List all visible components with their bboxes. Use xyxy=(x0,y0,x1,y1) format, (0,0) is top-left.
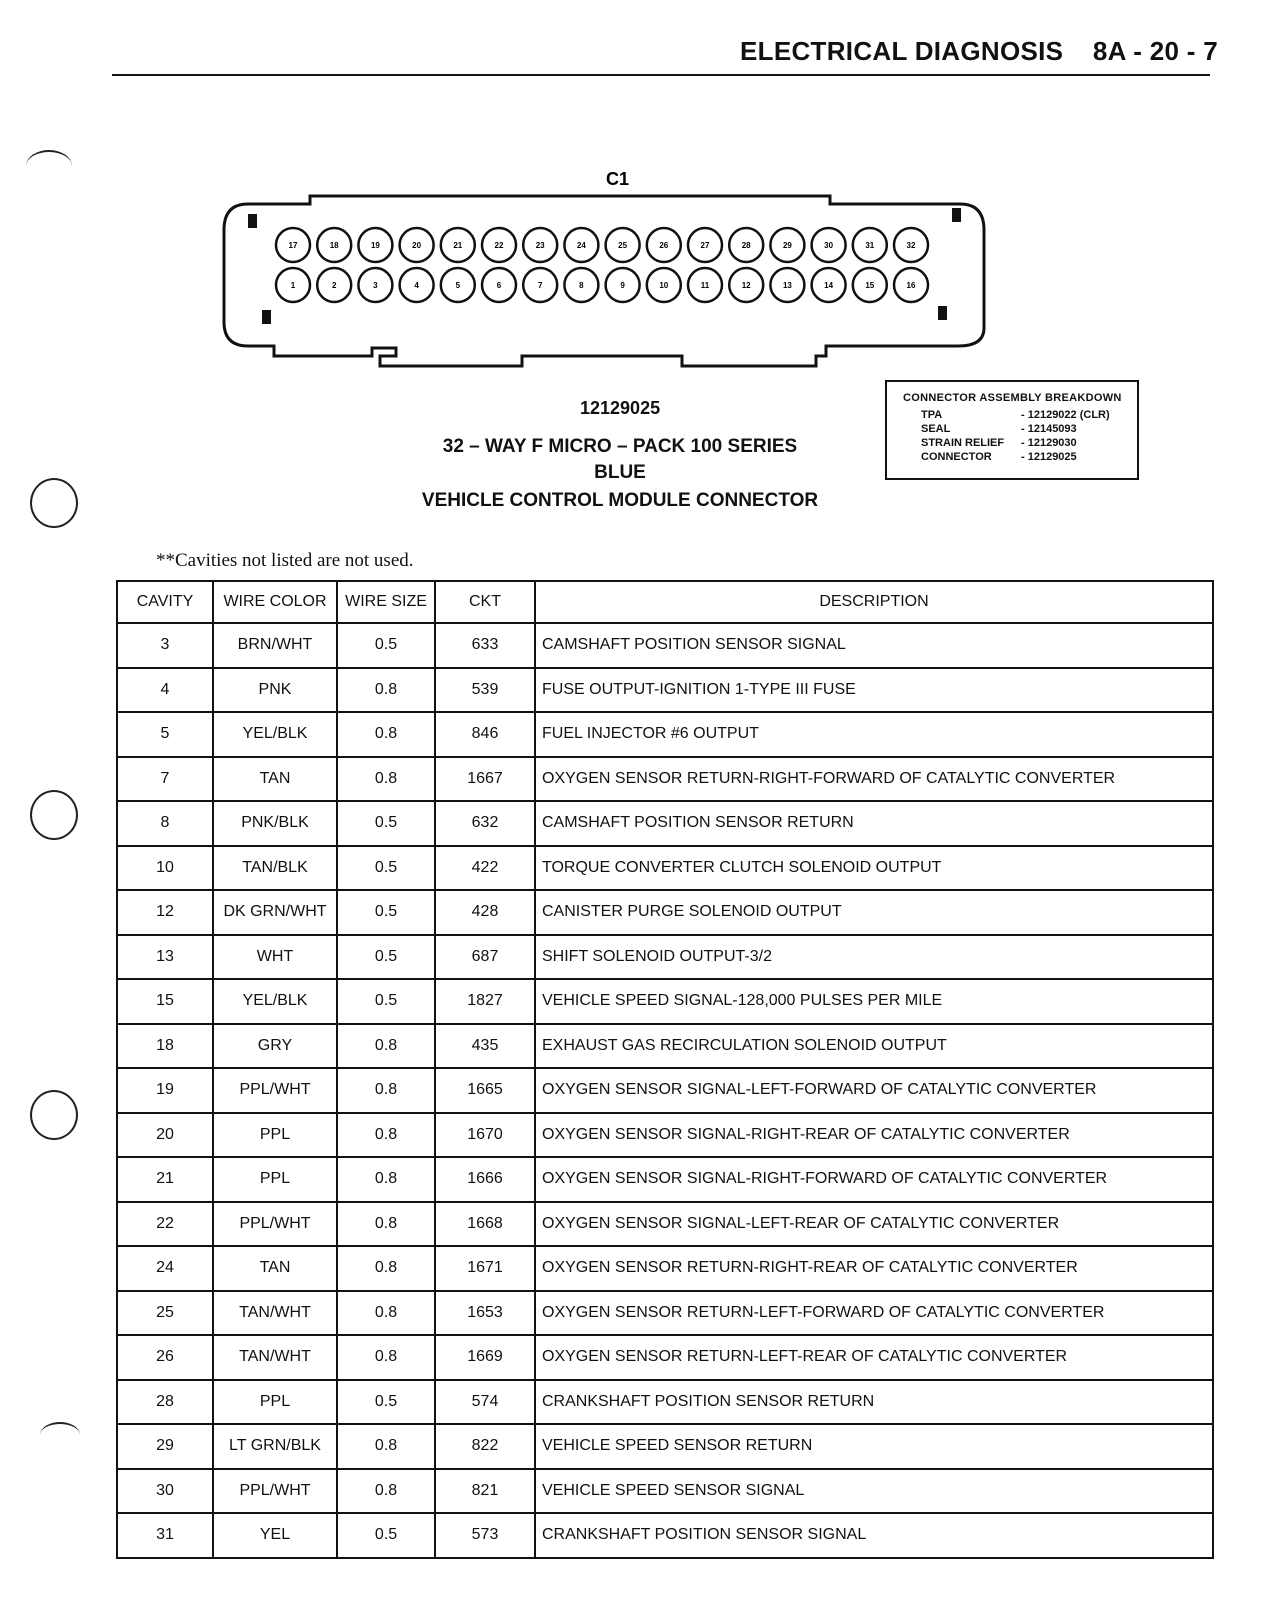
pin-number: 11 xyxy=(700,281,710,290)
cell-ckt: 1667 xyxy=(435,757,535,802)
cell-wire-size: 0.8 xyxy=(337,1335,435,1380)
table-row xyxy=(117,1380,1213,1425)
cell-wire-size: 0.8 xyxy=(337,1113,435,1158)
cell-cavity: 10 xyxy=(117,846,213,891)
cell-wire-size: 0.8 xyxy=(337,1202,435,1247)
cell-description: OXYGEN SENSOR RETURN-LEFT-FORWARD OF CATALYTIC CONVERTER xyxy=(535,1291,1213,1336)
cell-description: OXYGEN SENSOR RETURN-RIGHT-REAR OF CATALYTIC CONVERTER xyxy=(535,1246,1213,1291)
cell-ckt: 539 xyxy=(435,668,535,713)
cell-wire-color: TAN xyxy=(213,757,337,802)
cell-cavity: 12 xyxy=(117,890,213,935)
table-row xyxy=(117,1469,1213,1514)
pin-number: 28 xyxy=(741,241,751,250)
cell-description: CANISTER PURGE SOLENOID OUTPUT xyxy=(535,890,1213,935)
pin-number: 18 xyxy=(329,241,339,250)
connector-label: C1 xyxy=(606,169,630,189)
cell-ckt: 422 xyxy=(435,846,535,891)
cell-description: OXYGEN SENSOR SIGNAL-LEFT-FORWARD OF CATALYTIC CONVERTER xyxy=(535,1068,1213,1113)
cell-cavity: 19 xyxy=(117,1068,213,1113)
cell-description: VEHICLE SPEED SENSOR RETURN xyxy=(535,1424,1213,1469)
cell-cavity: 24 xyxy=(117,1246,213,1291)
section-title: ELECTRICAL DIAGNOSIS xyxy=(740,36,1064,66)
cell-description: CAMSHAFT POSITION SENSOR RETURN xyxy=(535,801,1213,846)
cell-ckt: 1669 xyxy=(435,1335,535,1380)
table-row xyxy=(117,1024,1213,1069)
binder-arc-top xyxy=(26,150,72,182)
pin-number: 15 xyxy=(865,281,875,290)
pin-number: 24 xyxy=(576,241,586,250)
connector-diagram xyxy=(220,160,1020,380)
pin-number: 7 xyxy=(537,281,543,290)
table-row xyxy=(117,935,1213,980)
unused-cavities-note: **Cavities not listed are not used. xyxy=(156,550,414,571)
cell-wire-size: 0.8 xyxy=(337,1157,435,1202)
cell-cavity: 21 xyxy=(117,1157,213,1202)
page-header xyxy=(740,36,1218,67)
cell-wire-size: 0.5 xyxy=(337,846,435,891)
cell-description: SHIFT SOLENOID OUTPUT-3/2 xyxy=(535,935,1213,980)
pin-number: 4 xyxy=(414,281,419,290)
table-row xyxy=(117,1513,1213,1558)
pin-number: 20 xyxy=(412,241,422,250)
cell-wire-color: PPL/WHT xyxy=(213,1202,337,1247)
pin-number: 31 xyxy=(865,241,875,250)
cell-ckt: 821 xyxy=(435,1469,535,1514)
cell-description: OXYGEN SENSOR SIGNAL-RIGHT-FORWARD OF CATALYTIC CONVERTER xyxy=(535,1157,1213,1202)
cell-ckt: 1665 xyxy=(435,1068,535,1113)
cell-wire-color: PNK/BLK xyxy=(213,801,337,846)
cell-description: CAMSHAFT POSITION SENSOR SIGNAL xyxy=(535,623,1213,668)
cell-ckt: 1671 xyxy=(435,1246,535,1291)
cell-description: FUSE OUTPUT-IGNITION 1-TYPE III FUSE xyxy=(535,668,1213,713)
cell-cavity: 31 xyxy=(117,1513,213,1558)
cell-ckt: 435 xyxy=(435,1024,535,1069)
cell-wire-color: WHT xyxy=(213,935,337,980)
binder-hole-2 xyxy=(30,790,78,840)
table-row xyxy=(117,623,1213,668)
breakdown-title: CONNECTOR ASSEMBLY BREAKDOWN xyxy=(903,392,1122,404)
assembly-breakdown-box xyxy=(885,380,1139,480)
pin-number: 12 xyxy=(741,281,751,290)
cell-ckt: 1666 xyxy=(435,1157,535,1202)
pin-number: 16 xyxy=(906,281,916,290)
cell-ckt: 574 xyxy=(435,1380,535,1425)
cell-description: EXHAUST GAS RECIRCULATION SOLENOID OUTPUT xyxy=(535,1024,1213,1069)
header-wire-size: WIRE SIZE xyxy=(337,581,435,623)
table-row xyxy=(117,668,1213,713)
table-row xyxy=(117,1157,1213,1202)
breakdown-value: - 12145093 xyxy=(1021,423,1077,435)
breakdown-value: - 12129022 (CLR) xyxy=(1021,409,1110,421)
cell-cavity: 18 xyxy=(117,1024,213,1069)
cell-cavity: 28 xyxy=(117,1380,213,1425)
connector-part-number: 12129025 xyxy=(580,398,661,418)
table-row xyxy=(117,1202,1213,1247)
cell-wire-color: PNK xyxy=(213,668,337,713)
cell-description: OXYGEN SENSOR SIGNAL-RIGHT-REAR OF CATALYTIC CONVERTER xyxy=(535,1113,1213,1158)
latch-key-bl xyxy=(262,310,271,324)
breakdown-label: TPA xyxy=(921,409,943,421)
cell-wire-color: PPL/WHT xyxy=(213,1469,337,1514)
cell-wire-color: DK GRN/WHT xyxy=(213,890,337,935)
breakdown-row xyxy=(921,408,1137,422)
pin-number: 26 xyxy=(659,241,669,250)
cell-description: VEHICLE SPEED SIGNAL-128,000 PULSES PER MILE xyxy=(535,979,1213,1024)
pin-number: 6 xyxy=(496,281,502,290)
table-row xyxy=(117,1113,1213,1158)
cell-wire-size: 0.8 xyxy=(337,668,435,713)
pin-number: 13 xyxy=(782,281,792,290)
breakdown-row xyxy=(921,422,1137,436)
cell-cavity: 5 xyxy=(117,712,213,757)
pin-row-top xyxy=(276,228,928,262)
cell-ckt: 633 xyxy=(435,623,535,668)
cell-description: OXYGEN SENSOR SIGNAL-LEFT-REAR OF CATALYTIC CONVERTER xyxy=(535,1202,1213,1247)
pin-number: 32 xyxy=(906,241,916,250)
cell-ckt: 573 xyxy=(435,1513,535,1558)
pin-number: 14 xyxy=(824,281,834,290)
pin-number: 2 xyxy=(331,281,337,290)
cell-wire-size: 0.5 xyxy=(337,890,435,935)
cell-wire-color: TAN/WHT xyxy=(213,1291,337,1336)
breakdown-value: - 12129025 xyxy=(1021,451,1077,463)
cell-ckt: 632 xyxy=(435,801,535,846)
connector-desc-line-1: 32 – WAY F MICRO – PACK 100 SERIES xyxy=(442,436,798,457)
cell-description: OXYGEN SENSOR RETURN-LEFT-REAR OF CATALYTIC CONVERTER xyxy=(535,1335,1213,1380)
cell-description: TORQUE CONVERTER CLUTCH SOLENOID OUTPUT xyxy=(535,846,1213,891)
cell-ckt: 687 xyxy=(435,935,535,980)
header-wire-color: WIRE COLOR xyxy=(213,581,337,623)
cell-wire-color: PPL xyxy=(213,1380,337,1425)
header-description: DESCRIPTION xyxy=(535,581,1213,623)
cell-wire-color: YEL/BLK xyxy=(213,979,337,1024)
header-ckt: CKT xyxy=(435,581,535,623)
pin-number: 23 xyxy=(535,241,545,250)
binder-hole-3 xyxy=(30,1090,78,1140)
latch-key-br xyxy=(938,306,947,320)
cell-wire-size: 0.8 xyxy=(337,1469,435,1514)
cell-cavity: 8 xyxy=(117,801,213,846)
cell-wire-color: PPL xyxy=(213,1113,337,1158)
breakdown-label: SEAL xyxy=(921,423,951,435)
page-number: 8A - 20 - 7 xyxy=(1092,36,1219,66)
cell-wire-color: TAN/WHT xyxy=(213,1335,337,1380)
cell-cavity: 29 xyxy=(117,1424,213,1469)
table-row xyxy=(117,1424,1213,1469)
cell-cavity: 13 xyxy=(117,935,213,980)
cell-wire-color: TAN xyxy=(213,1246,337,1291)
pin-number: 9 xyxy=(620,281,625,290)
cell-description: VEHICLE SPEED SENSOR SIGNAL xyxy=(535,1469,1213,1514)
table-row xyxy=(117,846,1213,891)
pin-number: 30 xyxy=(824,241,834,250)
breakdown-row xyxy=(921,436,1137,450)
cell-cavity: 3 xyxy=(117,623,213,668)
pin-number: 22 xyxy=(494,241,504,250)
cell-wire-size: 0.8 xyxy=(337,1068,435,1113)
pin-number: 21 xyxy=(453,241,463,250)
header-cavity: CAVITY xyxy=(117,581,213,623)
cell-ckt: 1670 xyxy=(435,1113,535,1158)
cell-cavity: 4 xyxy=(117,668,213,713)
table-row xyxy=(117,757,1213,802)
cavity-table xyxy=(116,580,1214,1559)
latch-key-tr xyxy=(952,208,961,222)
cell-wire-size: 0.8 xyxy=(337,712,435,757)
cell-description: FUEL INJECTOR #6 OUTPUT xyxy=(535,712,1213,757)
cell-wire-color: YEL/BLK xyxy=(213,712,337,757)
pin-number: 8 xyxy=(579,281,584,290)
pin-number: 17 xyxy=(288,241,298,250)
cell-wire-size: 0.5 xyxy=(337,801,435,846)
cell-description: CRANKSHAFT POSITION SENSOR RETURN xyxy=(535,1380,1213,1425)
latch-key-tl xyxy=(248,214,257,228)
cell-wire-color: GRY xyxy=(213,1024,337,1069)
binder-hole-1 xyxy=(30,478,78,528)
connector-desc-line-3: VEHICLE CONTROL MODULE CONNECTOR xyxy=(421,490,819,511)
cell-ckt: 846 xyxy=(435,712,535,757)
pin-row-bottom xyxy=(276,268,928,302)
cell-wire-color: TAN/BLK xyxy=(213,846,337,891)
cell-wire-color: PPL/WHT xyxy=(213,1068,337,1113)
table-header-row xyxy=(117,581,1213,623)
connector-desc-line-2: BLUE xyxy=(594,462,646,483)
table-row xyxy=(117,979,1213,1024)
cell-ckt: 1653 xyxy=(435,1291,535,1336)
pin-number: 3 xyxy=(373,281,378,290)
cell-cavity: 20 xyxy=(117,1113,213,1158)
table-body xyxy=(117,623,1213,1558)
table-row xyxy=(117,1291,1213,1336)
cell-wire-size: 0.8 xyxy=(337,1246,435,1291)
cell-wire-color: PPL xyxy=(213,1157,337,1202)
cell-wire-size: 0.8 xyxy=(337,1024,435,1069)
cell-ckt: 428 xyxy=(435,890,535,935)
cell-description: OXYGEN SENSOR RETURN-RIGHT-FORWARD OF CATALYTIC CONVERTER xyxy=(535,757,1213,802)
breakdown-row xyxy=(921,450,1137,464)
cell-wire-size: 0.5 xyxy=(337,623,435,668)
breakdown-label: CONNECTOR xyxy=(921,451,992,463)
table-row xyxy=(117,1335,1213,1380)
pin-number: 1 xyxy=(290,281,296,290)
cell-wire-size: 0.5 xyxy=(337,1513,435,1558)
cell-cavity: 7 xyxy=(117,757,213,802)
binder-arc-bottom xyxy=(40,1422,80,1448)
cell-ckt: 1827 xyxy=(435,979,535,1024)
cell-cavity: 25 xyxy=(117,1291,213,1336)
pin-number: 19 xyxy=(370,241,380,250)
cell-wire-size: 0.5 xyxy=(337,935,435,980)
cell-wire-size: 0.8 xyxy=(337,1424,435,1469)
cell-wire-size: 0.5 xyxy=(337,979,435,1024)
cell-wire-size: 0.5 xyxy=(337,1380,435,1425)
cell-ckt: 822 xyxy=(435,1424,535,1469)
cell-wire-color: YEL xyxy=(213,1513,337,1558)
table-row xyxy=(117,1068,1213,1113)
cell-wire-size: 0.8 xyxy=(337,1291,435,1336)
table-row xyxy=(117,801,1213,846)
pin-number: 25 xyxy=(618,241,628,250)
breakdown-label: STRAIN RELIEF xyxy=(921,437,1005,449)
pin-number: 10 xyxy=(659,281,669,290)
cell-ckt: 1668 xyxy=(435,1202,535,1247)
cell-description: CRANKSHAFT POSITION SENSOR SIGNAL xyxy=(535,1513,1213,1558)
pin-number: 5 xyxy=(455,281,461,290)
pin-number: 27 xyxy=(700,241,710,250)
cell-cavity: 15 xyxy=(117,979,213,1024)
cell-wire-color: BRN/WHT xyxy=(213,623,337,668)
cell-cavity: 22 xyxy=(117,1202,213,1247)
table-row xyxy=(117,712,1213,757)
cell-wire-size: 0.8 xyxy=(337,757,435,802)
table-row xyxy=(117,890,1213,935)
cell-cavity: 30 xyxy=(117,1469,213,1514)
table-row xyxy=(117,1246,1213,1291)
cell-wire-color: LT GRN/BLK xyxy=(213,1424,337,1469)
header-divider xyxy=(112,74,1210,76)
cell-cavity: 26 xyxy=(117,1335,213,1380)
pin-number: 29 xyxy=(782,241,792,250)
breakdown-value: - 12129030 xyxy=(1021,437,1077,449)
